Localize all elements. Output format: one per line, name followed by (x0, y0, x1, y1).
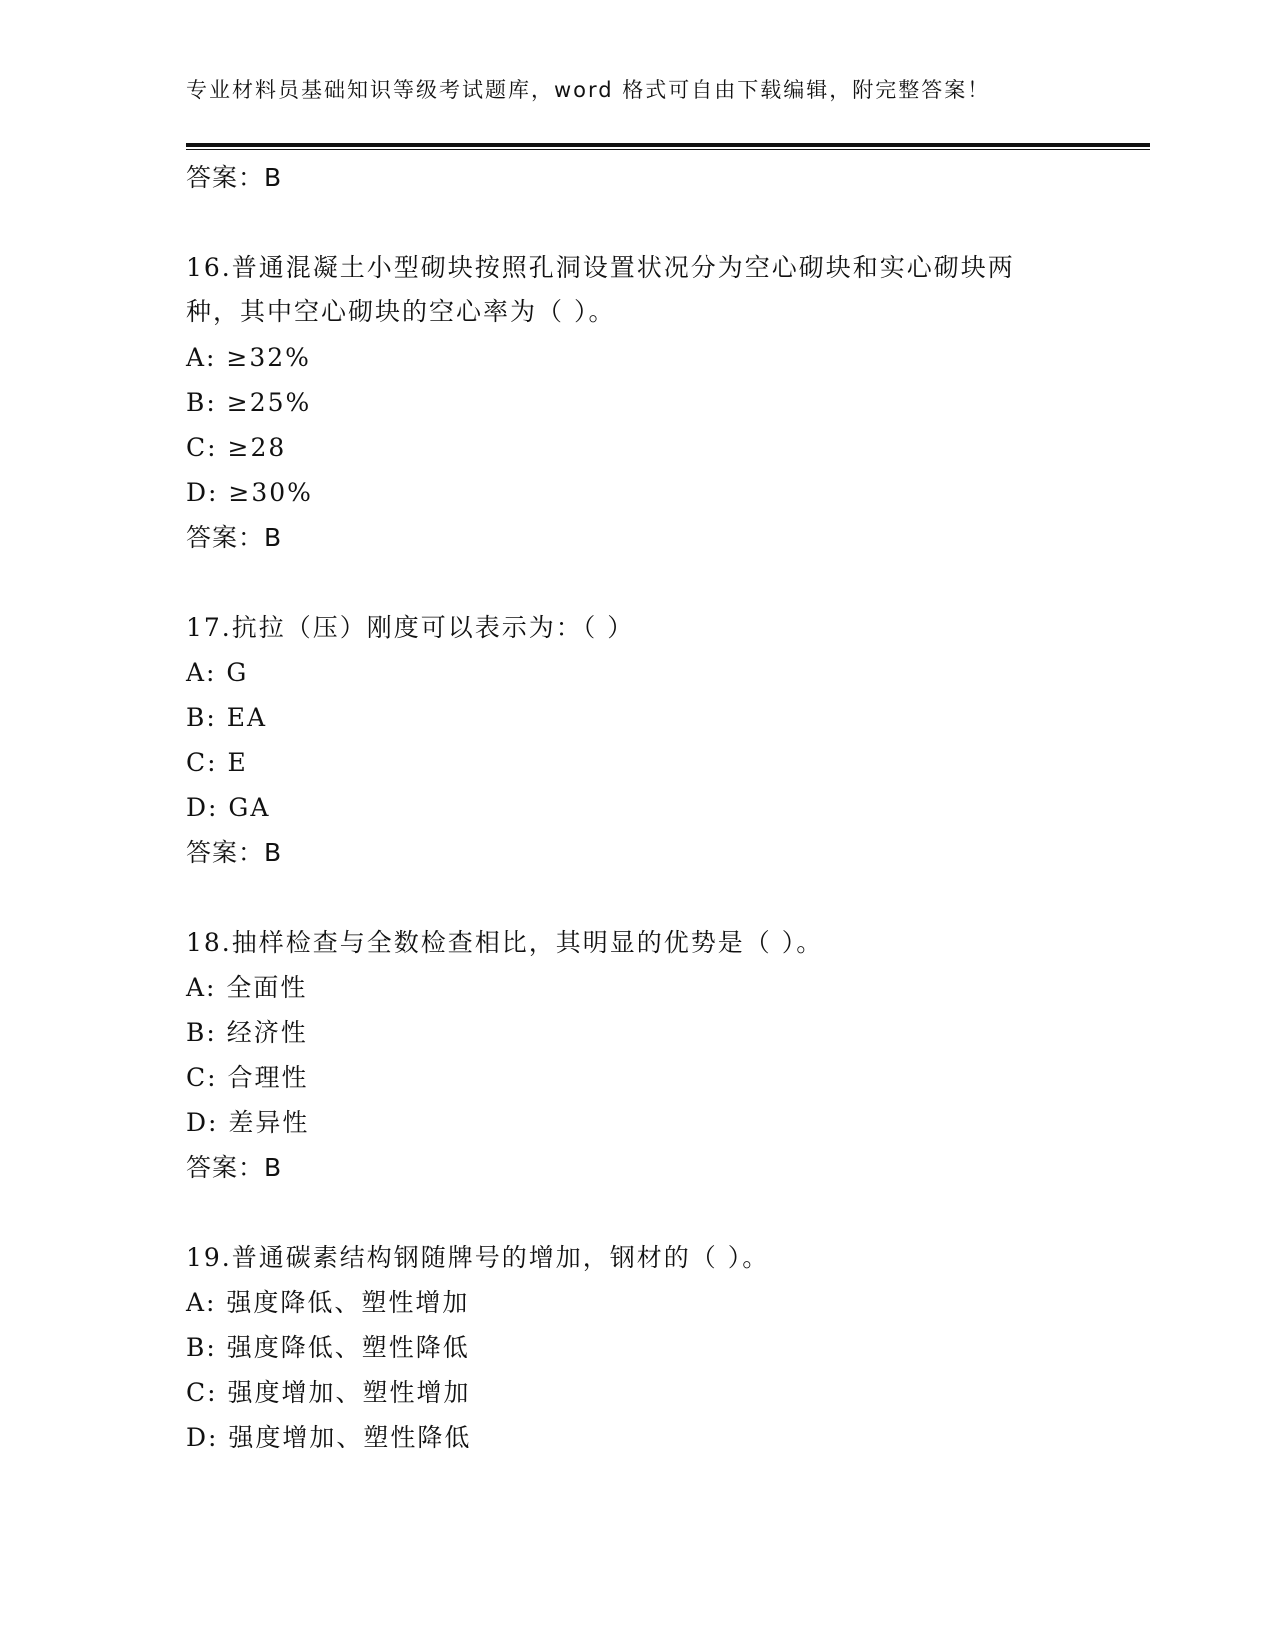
question-16-stem-line2: 种，其中空心砌块的空心率为（ ）。 (186, 297, 616, 326)
question-19-stem-line1: 19.普通碳素结构钢随牌号的增加，钢材的（ ）。 (186, 1243, 770, 1272)
question-19-option-d: D: 强度增加、塑性降低 (186, 1423, 472, 1452)
question-18-option-a: A: 全面性 (186, 973, 308, 1002)
question-19-option-a: A: 强度降低、塑性增加 (186, 1288, 470, 1317)
question-18-option-b: B: 经济性 (186, 1018, 308, 1047)
question-16-option-c: C: ≥28 (186, 433, 287, 462)
answer-q17: 答案：B (186, 838, 283, 867)
question-18-option-d: D: 差异性 (186, 1108, 310, 1137)
question-19-option-b: B: 强度降低、塑性降低 (186, 1333, 470, 1362)
answer-q16: 答案：B (186, 523, 283, 552)
question-17-option-c: C: E (186, 748, 248, 777)
answer-q15: 答案：B (186, 163, 283, 192)
question-19-option-c: C: 强度增加、塑性增加 (186, 1378, 471, 1407)
question-17-stem-line1: 17.抗拉（压）刚度可以表示为：（ ） (186, 613, 635, 642)
header-rule-thick (186, 143, 1150, 147)
question-16-option-a: A: ≥32% (186, 343, 311, 372)
question-18-stem-line1: 18.抽样检查与全数检查相比，其明显的优势是（ ）。 (186, 928, 824, 957)
question-17-option-b: B: EA (186, 703, 268, 732)
question-16-option-b: B: ≥25% (186, 388, 312, 417)
page-header: 专业材料员基础知识等级考试题库，word 格式可自由下载编辑，附完整答案！ (186, 78, 991, 102)
question-17-option-d: D: GA (186, 793, 271, 822)
question-16-option-d: D: ≥30% (186, 478, 313, 507)
question-17-option-a: A: G (186, 658, 249, 687)
question-16-stem-line1: 16.普通混凝土小型砌块按照孔洞设置状况分为空心砌块和实心砌块两 (186, 253, 1015, 282)
answer-q18: 答案：B (186, 1153, 283, 1182)
question-18-option-c: C: 合理性 (186, 1063, 309, 1092)
header-rule-thin (186, 149, 1150, 150)
